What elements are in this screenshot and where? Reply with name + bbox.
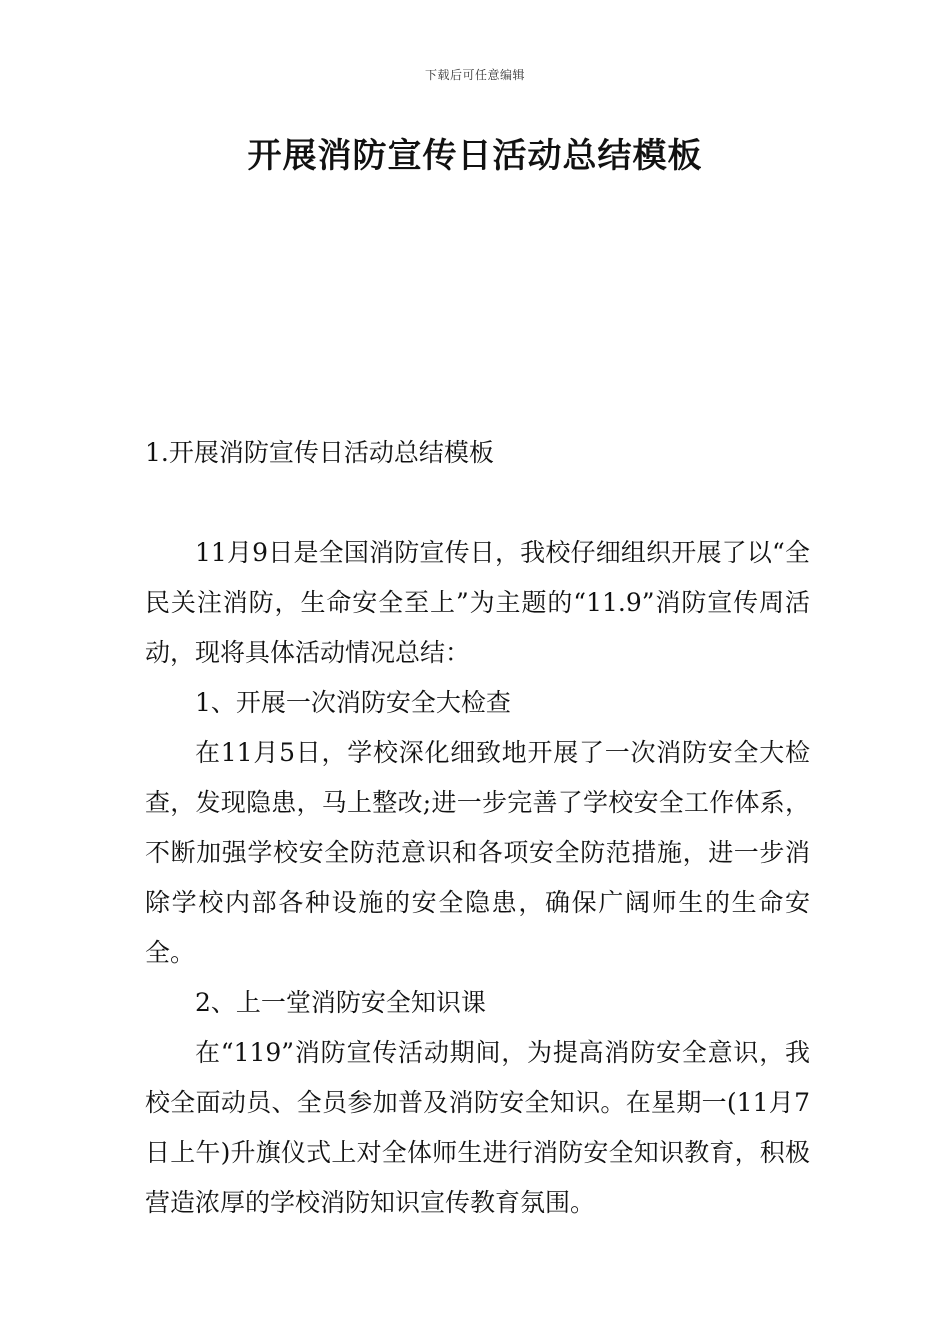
header-note: 下载后可任意编辑 <box>424 68 525 82</box>
subheading-lesson: 2、上一堂消防安全知识课 <box>195 988 486 1017</box>
blank-line <box>145 478 810 528</box>
document-body <box>145 428 810 1228</box>
document-title: 开展消防宣传日活动总结模板 <box>247 136 703 176</box>
paragraph-lesson: 在“119”消防宣传活动期间，为提高消防安全意识，我校全面动员、全员参加普及消防安全知识。在星期一(11月7日上午)升旗仪式上对全体师生进行消防安全知识教育，积极营造浓厚的学校消防知识宣传教育氛围。 <box>145 1038 810 1217</box>
paragraph-inspection: 在11月5日，学校深化细致地开展了一次消防安全大检查，发现隐患，马上整改;进一步完善了学校安全工作体系，不断加强学校安全防范意识和各项安全防范措施，进一步消除学校内部各种设施的安全隐患，确保广阔师生的生命安全。 <box>145 738 810 967</box>
paragraph-intro: 11月9日是全国消防宣传日，我校仔细组织开展了以“全民关注消防，生命安全至上”为主题的“11.9”消防宣传周活动，现将具体活动情况总结： <box>145 538 810 667</box>
subheading-inspection: 1、开展一次消防安全大检查 <box>195 688 511 717</box>
section-heading: 1.开展消防宣传日活动总结模板 <box>145 438 494 467</box>
